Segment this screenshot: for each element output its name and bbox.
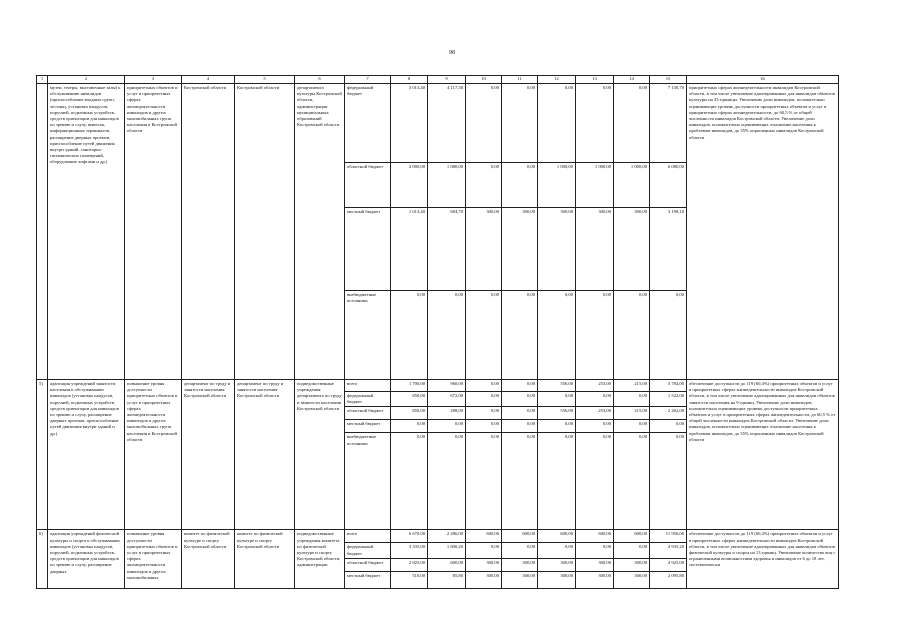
amount-cell: 0,00: [466, 84, 502, 163]
amount-cell: 0,00: [538, 433, 576, 530]
measure-col3: приоритетных объектов и услуг в приоритетных сферах жизнедеятельности инвалидов и других маломобильных групп населения в Костромской области: [125, 84, 182, 380]
amount-cell: 0,00: [614, 543, 650, 558]
amount-cell: 3 198,10: [650, 208, 687, 291]
amount-cell: 300,00: [614, 208, 650, 291]
amount-cell: 1 080,00: [428, 163, 466, 208]
amount-cell: 300,00: [466, 558, 502, 571]
amount-cell: 0,00: [428, 291, 466, 380]
measure-col2: адаптация учреждений занятости населения к обслуживанию инвалидов (установка пандусов, поручней, подъемных устройств, средств ориентации для инвалидов по зрению и слуху, расширение дверных проемов, приспособление путей движения внутри зданий и др.): [48, 380, 125, 530]
funding-source: внебюджетные источники: [345, 291, 391, 380]
amount-cell: 215,00: [614, 380, 650, 392]
amount-cell: 85,80: [428, 571, 466, 588]
funding-source: всего: [345, 380, 391, 392]
amount-cell: 4 935,20: [650, 543, 687, 558]
amount-cell: 0,00: [466, 407, 502, 420]
amount-cell: 0,00: [650, 433, 687, 530]
amount-cell: 300,00: [538, 571, 576, 588]
amount-cell: 1 700,00: [391, 380, 428, 392]
amount-cell: 0,00: [466, 291, 502, 380]
amount-cell: 3 335,00: [391, 543, 428, 558]
amount-cell: 0,00: [576, 291, 614, 380]
amount-cell: 600,00: [614, 530, 650, 543]
amount-cell: 0,00: [538, 84, 576, 163]
amount-cell: 600,00: [466, 530, 502, 543]
budget-table: [36, 75, 839, 589]
amount-cell: 4 117,30: [428, 84, 466, 163]
measure-col1: [37, 84, 48, 380]
measure-col4: комитет по физической культуре и спорту Костромской области: [182, 530, 235, 588]
amount-cell: 4 925,00: [650, 558, 687, 571]
amount-cell: 0,00: [576, 420, 614, 433]
header-cell: 9: [428, 76, 466, 84]
header-cell: 14: [614, 76, 650, 84]
measure-col5: комитет по физической культуре и спорту Костромской области: [235, 530, 295, 588]
amount-cell: 300,00: [576, 558, 614, 571]
amount-cell: 1 522,00: [650, 392, 687, 407]
funding-source: областной бюджет: [345, 163, 391, 208]
amount-cell: 300,00: [466, 208, 502, 291]
table-row: [37, 530, 839, 543]
amount-cell: 1 000,00: [614, 163, 650, 208]
amount-cell: 0,00: [502, 407, 538, 420]
header-cell: 11: [502, 76, 538, 84]
amount-cell: 0,00: [466, 433, 502, 530]
measure-col4: департамент по труду и занятости населения Костромской области: [182, 380, 235, 530]
amount-cell: 253,00: [576, 380, 614, 392]
measure-col2: адаптация учреждений физической культуры и спорта к обслуживанию инвалидов (установка пандусов, поручней, подъемных устройств, средств ориентации для инвалидов по зрению и слуху, расширение дверных: [48, 530, 125, 588]
header-cell: 1: [37, 76, 48, 84]
amount-cell: 288,00: [428, 407, 466, 420]
funding-source: местный бюджет: [345, 420, 391, 433]
amount-cell: 556,00: [538, 407, 576, 420]
amount-cell: 0,00: [614, 392, 650, 407]
amount-cell: 0,00: [538, 291, 576, 380]
amount-cell: 0,00: [391, 420, 428, 433]
funding-source: областной бюджет: [345, 407, 391, 420]
amount-cell: 0,00: [614, 84, 650, 163]
amount-cell: 0,00: [428, 420, 466, 433]
expected-result: приоритетных сферах жизнедеятельности инвалидов Костромской области, в том числе увеличение адаптированных для инвалидов объектов культуры на 33 единицы. Увеличение доли инвалидов, положительно оценивающих уровень доступности приоритетных объектов и услуг в приоритетных сферах жизнедеятельности, до 60,5 % от общей численности инвалидов Костромской области. Увеличение доли инвалидов, положительно оценивающих отношение населения к проблемам инвалидов, до 55% опрошенных инвалидов Костромской области: [687, 84, 839, 380]
measure-col3: повышение уровня доступности приоритетных объектов и услуг в приоритетных сферах жизнедеятельности инвалидов и других маломобильных групп населения в Костромской области: [125, 380, 182, 530]
header-cell: 5: [235, 76, 295, 84]
amount-cell: 253,00: [576, 407, 614, 420]
funding-source: областной бюджет: [345, 558, 391, 571]
amount-cell: 300,00: [538, 208, 576, 291]
amount-cell: 11 956,00: [650, 530, 687, 543]
amount-cell: 3 013,40: [391, 84, 428, 163]
amount-cell: 0,00: [466, 420, 502, 433]
measure-col5: Костромской области: [235, 84, 295, 380]
header-cell: 16: [687, 76, 839, 84]
amount-cell: 300,00: [502, 558, 538, 571]
amount-cell: 6 080,00: [650, 163, 687, 208]
amount-cell: 0,00: [576, 84, 614, 163]
amount-cell: 2 286,00: [428, 530, 466, 543]
amount-cell: 0,00: [614, 420, 650, 433]
table-row: [37, 380, 839, 392]
amount-cell: 960,00: [428, 380, 466, 392]
amount-cell: 0,00: [502, 392, 538, 407]
measure-col2: музеи, театры, выставочные залы) к обслуживанию инвалидов (приспособление входных групп, лестниц, установка пандусов, поручней, подъемных устройств, средств ориентации для инвалидов по зрению и слуху, вывесок, информационных терминалов, расширение дверных проемов, приспособление путей движения внутри зданий, санитарно-гигиенических помещений, оборудование лифтами и др.): [48, 84, 125, 380]
amount-cell: 300,00: [576, 571, 614, 588]
amount-cell: 300,00: [614, 558, 650, 571]
amount-cell: 0,00: [650, 420, 687, 433]
measure-col1: 6): [37, 530, 48, 588]
amount-cell: 3 784,00: [650, 380, 687, 392]
header-cell: 10: [466, 76, 502, 84]
amount-cell: 672,00: [428, 392, 466, 407]
amount-cell: 2 000,00: [391, 163, 428, 208]
measure-col6: департамента культуры Костромской области, администрации муниципальных образований Костромской области: [295, 84, 345, 380]
amount-cell: 300,00: [466, 571, 502, 588]
measure-col6: подведомственные учреждения департамента по труду и занятости населения Костромской области: [295, 380, 345, 530]
amount-cell: 0,00: [502, 420, 538, 433]
amount-cell: 300,00: [502, 208, 538, 291]
amount-cell: 300,00: [576, 208, 614, 291]
amount-cell: 0,00: [538, 392, 576, 407]
amount-cell: 7 130,70: [650, 84, 687, 163]
header-cell: 6: [295, 76, 345, 84]
funding-source: местный бюджет: [345, 571, 391, 588]
amount-cell: 684,70: [428, 208, 466, 291]
amount-cell: 0,00: [391, 433, 428, 530]
funding-source: местный бюджет: [345, 208, 391, 291]
amount-cell: 2 262,00: [650, 407, 687, 420]
amount-cell: 0,00: [466, 392, 502, 407]
amount-cell: 600,00: [576, 530, 614, 543]
amount-cell: 0,00: [538, 420, 576, 433]
amount-cell: 1 000,00: [576, 163, 614, 208]
amount-cell: 0,00: [466, 163, 502, 208]
amount-cell: 2 825,00: [391, 558, 428, 571]
header-cell: 4: [182, 76, 235, 84]
funding-source: федеральный бюджет: [345, 392, 391, 407]
amount-cell: 0,00: [502, 163, 538, 208]
header-cell: 13: [576, 76, 614, 84]
amount-cell: 0,00: [576, 433, 614, 530]
measure-col6: подведомственные учреждения комитета по физической культуре и спорту Костромской области, администрации: [295, 530, 345, 588]
header-cell: 8: [391, 76, 428, 84]
measure-col4: Костромской области: [182, 84, 235, 380]
amount-cell: 1 000,00: [538, 163, 576, 208]
header-row: [37, 76, 839, 84]
amount-cell: 556,00: [538, 380, 576, 392]
amount-cell: 0,00: [466, 543, 502, 558]
amount-cell: 850,00: [391, 407, 428, 420]
funding-source: внебюджетные источники: [345, 433, 391, 530]
amount-cell: 0,00: [576, 543, 614, 558]
amount-cell: 2 095,80: [650, 571, 687, 588]
amount-cell: 0,00: [502, 84, 538, 163]
header-cell: 7: [345, 76, 391, 84]
amount-cell: 0,00: [502, 291, 538, 380]
amount-cell: 600,00: [538, 530, 576, 543]
measure-col3: повышение уровня доступности приоритетных объектов и услуг в приоритетных сферах жизнедеятельности инвалидов и других маломобильных: [125, 530, 182, 588]
amount-cell: 0,00: [650, 291, 687, 380]
funding-source: всего: [345, 530, 391, 543]
amount-cell: 300,00: [614, 571, 650, 588]
amount-cell: 1 013,40: [391, 208, 428, 291]
header-cell: 15: [650, 76, 687, 84]
amount-cell: 510,00: [391, 571, 428, 588]
amount-cell: 1 600,20: [428, 543, 466, 558]
amount-cell: 600,00: [428, 558, 466, 571]
page-number: 98: [449, 50, 455, 56]
amount-cell: 215,00: [614, 407, 650, 420]
amount-cell: 600,00: [502, 530, 538, 543]
expected-result: обеспечение доступности до 119 (60,4%) приоритетных объектов и услуг в приоритетных сферах жизнедеятельности инвалидов Костромской области, в том числе увеличение адаптированных для инвалидов объектов физической культуры и спорта на 13 единиц. Увеличение количества лиц с ограниченными возможностями здоровья и инвалидов от 6 до 18 лет, систематически: [687, 530, 839, 588]
amount-cell: 0,00: [428, 433, 466, 530]
funding-source: федеральный бюджет: [345, 543, 391, 558]
amount-cell: 0,00: [502, 543, 538, 558]
amount-cell: 0,00: [614, 291, 650, 380]
funding-source: федеральный бюджет: [345, 84, 391, 163]
table-row: [37, 84, 839, 163]
amount-cell: 0,00: [502, 380, 538, 392]
amount-cell: 0,00: [576, 392, 614, 407]
amount-cell: 0,00: [614, 433, 650, 530]
amount-cell: 0,00: [502, 433, 538, 530]
amount-cell: 6 670,00: [391, 530, 428, 543]
header-cell: 2: [48, 76, 125, 84]
header-cell: 12: [538, 76, 576, 84]
amount-cell: 850,00: [391, 392, 428, 407]
amount-cell: 0,00: [466, 380, 502, 392]
header-cell: 3: [125, 76, 182, 84]
measure-col1: 5): [37, 380, 48, 530]
expected-result: обеспечение доступности до 119 (60,4%) приоритетных объектов и услуг в приоритетных сферах жизнедеятельности инвалидов Костромской области, в том числе увеличение адаптированных для инвалидов объектов занятости населения на 9 единиц. Увеличение доли инвалидов, положительно оценивающих уровень доступности приоритетных объектов и услуг в приоритетных сферах жизнедеятельности, до 60,5 % от общей численности инвалидов Костромской области. Увеличение доли инвалидов, положительно оценивающих отношение населения к проблемам инвалидов, до 55% опрошенных инвалидов Костромской области: [687, 380, 839, 530]
amount-cell: 300,00: [538, 558, 576, 571]
amount-cell: 0,00: [391, 291, 428, 380]
amount-cell: 0,00: [538, 543, 576, 558]
amount-cell: 300,00: [502, 571, 538, 588]
measure-col5: департамент по труду и занятости населения Костромской области: [235, 380, 295, 530]
